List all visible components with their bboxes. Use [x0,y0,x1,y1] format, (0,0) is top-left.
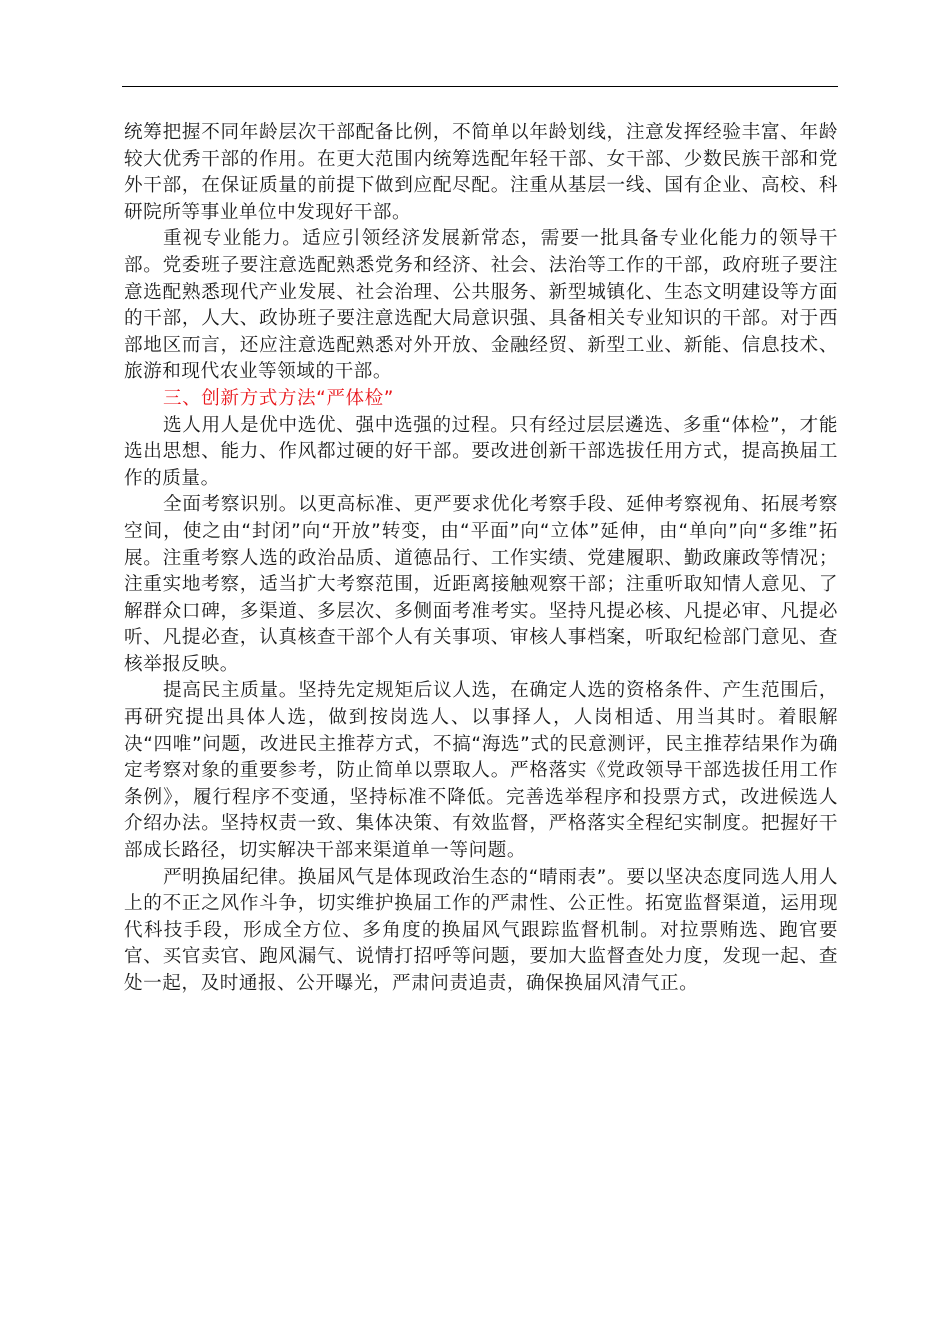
document-body [124,120,838,998]
paragraph-age-structure: 统筹把握不同年龄层次干部配备比例，不简单以年龄划线，注意发挥经验丰富、年龄较大优秀干部的作用。在更大范围内统筹选配年轻干部、女干部、少数民族干部和党外干部，在保证质量的前提下做到应配尽配。注重从基层一线、国有企业、高校、科研院所等事业单位中发现好干部。 [124,122,838,223]
paragraph-democratic-quality: 提高民主质量。坚持先定规矩后议人选，在确定人选的资格条件、产生范围后，再研究提出具体人选，做到按岗选人、以事择人，人岗相适、用当其时。着眼解决“四唯”问题，改进民主推荐方式，不搞“海选”式的民意测评，民主推荐结果作为确定考察对象的重要参考，防止简单以票取人。严格落实《党政领导干部选拔任用工作条例》，履行程序不变通，坚持标准不降低。完善选举程序和投票方式，改进候选人介绍办法。坚持权责一致、集体决策、有效监督，严格落实全程纪实制度。把握好干部成长路径，切实解决干部来渠道单一等问题。 [124,680,838,862]
section-heading-3: 三、创新方式方法“严体检” [163,387,394,409]
paragraph-election-discipline: 严明换届纪律。换届风气是体现政治生态的“晴雨表”。要以坚决态度同选人用人上的不正之风作斗争，切实维护换届工作的严肃性、公正性。拓宽监督渠道，运用现代科技手段，形成全方位、多角度的换届风气跟踪监督机制。对拉票贿选、跑官要官、买官卖官、跑风漏气、说情打招呼等问题，要加大监督查处力度，发现一起、查处一起，及时通报、公开曝光，严肃问责追责，确保换届风清气正。 [124,866,838,994]
paragraph-professional-ability: 重视专业能力。适应引领经济发展新常态，需要一批具备专业化能力的领导干部。党委班子要注意选配熟悉党务和经济、社会、法治等工作的干部，政府班子要注意选配熟悉现代产业发展、社会治理、公共服务、新型城镇化、生态文明建设等方面的干部，人大、政协班子要注意选配大局意识强、具备相关专业知识的干部。对于西部地区而言，还应注意选配熟悉对外开放、金融经贸、新型工业、新能、信息技术、旅游和现代农业等领域的干部。 [124,228,838,383]
header-rule [122,86,838,87]
paragraph-comprehensive-assessment: 全面考察识别。以更高标准、更严要求优化考察手段、延伸考察视角、拓展考察空间，使之由“封闭”向“开放”转变，由“平面”向“立体”延伸，由“单向”向“多维”拓展。注重考察人选的政治品质、道德品行、工作实绩、党建履职、勤政廉政等情况；注重实地考察，适当扩大考察范围，近距离接触观察干部；注重听取知情人意见、了解群众口碑，多渠道、多层次、多侧面考准考实。坚持凡提必核、凡提必审、凡提必听、凡提必查，认真核查干部个人有关事项、审核人事档案，听取纪检部门意见、查核举报反映。 [124,494,838,675]
paragraph-selection-intro: 选人用人是优中选优、强中选强的过程。只有经过层层遴选、多重“体检”，才能选出思想、能力、作风都过硬的好干部。要改进创新干部选拔任用方式，提高换届工作的质量。 [124,414,838,489]
